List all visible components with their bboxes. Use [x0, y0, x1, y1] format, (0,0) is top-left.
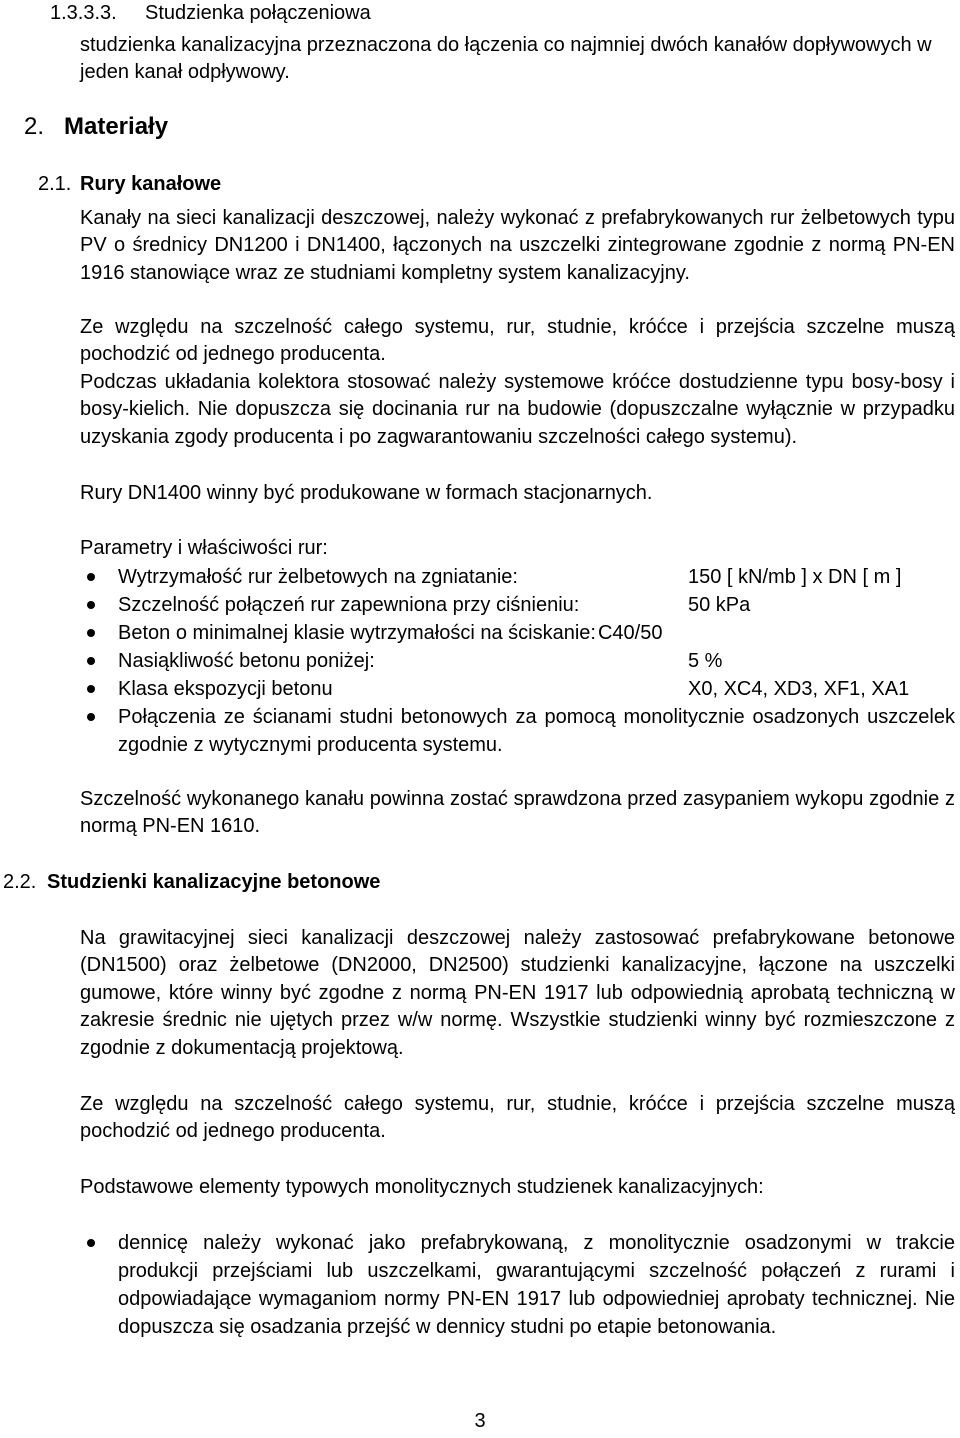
- paragraph-elementy: Podstawowe elementy typowych monolitycznych studzienek kanalizacyjnych:: [80, 1176, 764, 1198]
- params-title: Parametry i właściwości rur:: [80, 537, 328, 559]
- paragraph-kanaly: Kanały na sieci kanalizacji deszczowej, należy wykonać z prefabrykowanych rur żelbetowych typu PV o średnicy DN1200 i DN1400, łączonych na uszczelki zintegrowane zgodnie z normą PN-EN 1916 stanowiące wraz ze studniami kompletny system kanalizacyjny.: [80, 207, 955, 284]
- section-number: 2.2.: [3, 871, 37, 893]
- paragraph-studzienki: Na grawitacyjnej sieci kanalizacji deszczowej należy zastosować prefabrykowane betonowe (DN1500) oraz żelbetowe (DN2000, DN2500) studzienki kanalizacyjne, łączone na uszczelki gumowe, które winny być zgodne z normą PN-EN 1917 lub odpowiednią aprobatą techniczną w zakresie średnic nie ujętych przez w/w normę. Wszystkie studzienki winny być rozmieszczone z zgodnie z dokumentacją projektową.: [80, 927, 955, 1059]
- section-heading-2: [24, 113, 168, 140]
- section-heading-2-1: [38, 171, 221, 198]
- list-item: Połączenia ze ścianami studni betonowych za pomocą monolitycznie osadzonych uszczelek zgodnie z wytycznymi producenta systemu.: [80, 703, 955, 759]
- list-item: Wytrzymałość rur żelbetowych na zgniatanie: 150 [ kN/mb ] x DN [ m ]: [80, 563, 955, 591]
- params-list: [80, 563, 955, 759]
- list-item: Klasa ekspozycji betonu X0, XC4, XD3, XF1, XA1: [80, 675, 955, 703]
- paragraph-szczelnosc-2: Ze względu na szczelność całego systemu, rur, studnie, króćce i przejścia szczelne muszą pochodzić od jednego producenta.: [80, 1093, 955, 1143]
- section-heading-2-2: [3, 869, 380, 896]
- list-item: Szczelność połączeń rur zapewniona przy ciśnieniu: 50 kPa: [80, 591, 955, 619]
- list-item: Nasiąkliwość betonu poniżej: 5 %: [80, 647, 955, 675]
- elements-list: [80, 1229, 955, 1341]
- section-title: Materiały: [64, 113, 169, 140]
- paragraph-szczelnosc-1: Ze względu na szczelność całego systemu, rur, studnie, króćce i przejścia szczelne muszą pochodzić od jednego producenta.: [80, 316, 955, 366]
- list-item: Beton o minimalnej klasie wytrzymałości na ściskanie: C40/50: [80, 619, 955, 647]
- section-heading-1-3-3-3: [50, 0, 371, 27]
- paragraph-sprawdzenie: Szczelność wykonanego kanału powinna zostać sprawdzona przed zasypaniem wykopu zgodnie z normą PN-EN 1610.: [80, 788, 955, 838]
- list-item: dennicę należy wykonać jako prefabrykowaną, z monolitycznie osadzonymi w trakcie produkcji przejściami lub uszczelkami, gwarantującymi szczelność połączeń z rurami i odpowiadające wymaganiom normy PN-EN 1917 lub odpowiedniej aprobaty technicznej. Nie dopuszcza się osadzania przejść w dennicy studni po etapie betonowania.: [80, 1229, 955, 1341]
- paragraph-dn1400: Rury DN1400 winny być produkowane w formach stacjonarnych.: [80, 482, 653, 504]
- paragraph-polaczeniowa: studzienka kanalizacyjna przeznaczona do łączenia co najmniej dwóch kanałów dopływowych w jeden kanał odpływowy.: [80, 34, 932, 84]
- section-number: 2.: [24, 113, 45, 140]
- section-number: 2.1.: [38, 173, 72, 195]
- section-title: Studzienki kanalizacyjne betonowe: [47, 871, 381, 893]
- page-number: 3: [474, 1410, 486, 1432]
- section-number: 1.3.3.3.: [50, 2, 117, 24]
- section-title: Studzienka połączeniowa: [145, 2, 371, 24]
- paragraph-ukladanie: Podczas układania kolektora stosować należy systemowe króćce dostudzienne typu bosy-bosy i bosy-kielich. Nie dopuszcza się docinania rur na budowie (dopuszczalne wyłącznie w przypadku uzyskania zgody producenta i po zagwarantowaniu szczelności całego systemu).: [80, 371, 955, 448]
- section-title: Rury kanałowe: [80, 173, 222, 195]
